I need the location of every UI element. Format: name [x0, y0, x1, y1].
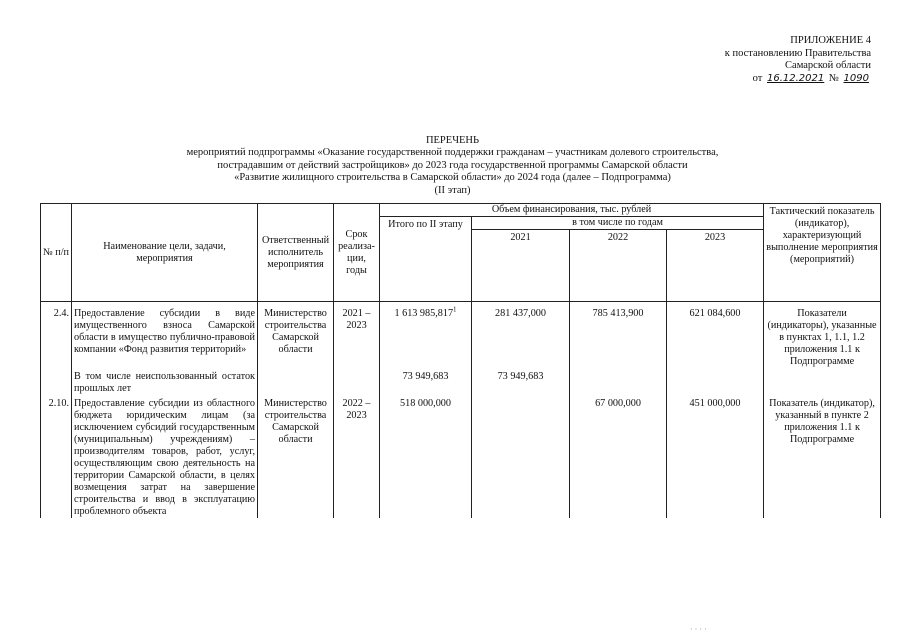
- row-2022: [570, 368, 667, 395]
- header-year-2023: 2023: [667, 230, 764, 302]
- row-total: 73 949,683: [380, 368, 472, 395]
- header-name: Наименование цели, задачи, мероприятия: [72, 204, 258, 302]
- appendix-decree-line: к постановлению Правительства: [724, 47, 871, 59]
- header-by-years: в том числе по годам: [472, 217, 764, 230]
- handwritten-date: 16.12.2021: [767, 72, 825, 84]
- heading-line-3: «Развитие жилищного строительства в Самарской области» до 2024 года (далее – Подпрограмма): [234, 172, 671, 184]
- table-row: [41, 305, 881, 368]
- header-funding-group: Объем финансирования, тыс. рублей: [380, 204, 764, 217]
- handwritten-number: 1090: [843, 72, 869, 84]
- heading-line-2: пострадавшим от действий застройщиков» до 2023 года государственной программы Самарской области: [217, 159, 688, 171]
- row-num: 2.10.: [41, 395, 72, 518]
- row-2023: 621 084,600: [667, 305, 764, 368]
- row-2021: 281 437,000: [472, 305, 570, 368]
- row-name: Предоставление субсидии в виде имущественного взноса Самарской области в имущество публично-правовой компании «Фонд развития территорий»: [72, 305, 258, 368]
- row-num: [41, 368, 72, 395]
- appendix-block: [681, 35, 871, 85]
- header-term: Срок реализа-ции, годы: [334, 204, 380, 302]
- footnote-marker: 1: [453, 305, 457, 314]
- row-executor: Министерство строительства Самарской области: [258, 305, 334, 368]
- scan-artifact: · · · ·: [690, 625, 707, 634]
- row-2023: 451 000,000: [667, 395, 764, 518]
- date-prefix: от: [752, 72, 763, 84]
- table-row: [41, 395, 881, 518]
- row-2021: [472, 395, 570, 518]
- row-term: [334, 368, 380, 395]
- row-total: 518 000,000: [380, 395, 472, 518]
- heading-line-1: мероприятий подпрограммы «Оказание государственной поддержки гражданам – участникам долевого строительства,: [186, 147, 719, 159]
- document-heading: [0, 135, 905, 197]
- heading-stage: (II этап): [434, 184, 471, 196]
- appendix-region-line: Самарской области: [785, 60, 871, 71]
- row-name: Предоставление субсидии из областного бюджета юридическим лицам (за исключением субсидий государственным (муниципальным) учреждениям) – производителям товаров, работ, услуг, осуществляющим свою деятельность на территории Самарской области, в целях возмещения затрат на завершение строительства и ввод в эксплуатацию проблемного объекта: [72, 395, 258, 518]
- table-row: [41, 368, 881, 395]
- header-year-2021: 2021: [472, 230, 570, 302]
- row-2021: 73 949,683: [472, 368, 570, 395]
- row-executor: Министерство строительства Самарской области: [258, 395, 334, 518]
- header-indicator: Тактический показатель (индикатор), характеризующий выполнение мероприятия (мероприятий): [764, 204, 881, 302]
- appendix-date-line: [681, 73, 871, 86]
- heading-title: ПЕРЕЧЕНЬ: [425, 135, 480, 146]
- row-name: В том числе неиспользованный остаток прошлых лет: [72, 368, 258, 395]
- row-indicator: Показатель (индикатор), указанный в пункте 2 приложения 1.1 к Подпрограмме: [764, 395, 881, 518]
- row-term: 2022 – 2023: [334, 395, 380, 518]
- row-term: 2021 – 2023: [334, 305, 380, 368]
- header-year-2022: 2022: [570, 230, 667, 302]
- header-num: № п/п: [41, 204, 72, 302]
- row-2022: 67 000,000: [570, 395, 667, 518]
- row-2022: 785 413,900: [570, 305, 667, 368]
- number-prefix: №: [828, 72, 839, 84]
- row-total-value: 1 613 985,817: [394, 308, 454, 319]
- appendix-title: ПРИЛОЖЕНИЕ 4: [790, 35, 871, 46]
- row-num: 2.4.: [41, 305, 72, 368]
- header-executor: Ответственный исполнитель мероприятия: [258, 204, 334, 302]
- row-total: [380, 305, 472, 368]
- header-total: Итого по II этапу: [380, 217, 472, 302]
- row-executor: [258, 368, 334, 395]
- row-2023: [667, 368, 764, 395]
- row-indicator: Показатели (индикаторы), указанные в пунктах 1, 1.1, 1.2 приложения 1.1 к Подпрограмме: [764, 305, 881, 395]
- measures-table: [40, 203, 881, 518]
